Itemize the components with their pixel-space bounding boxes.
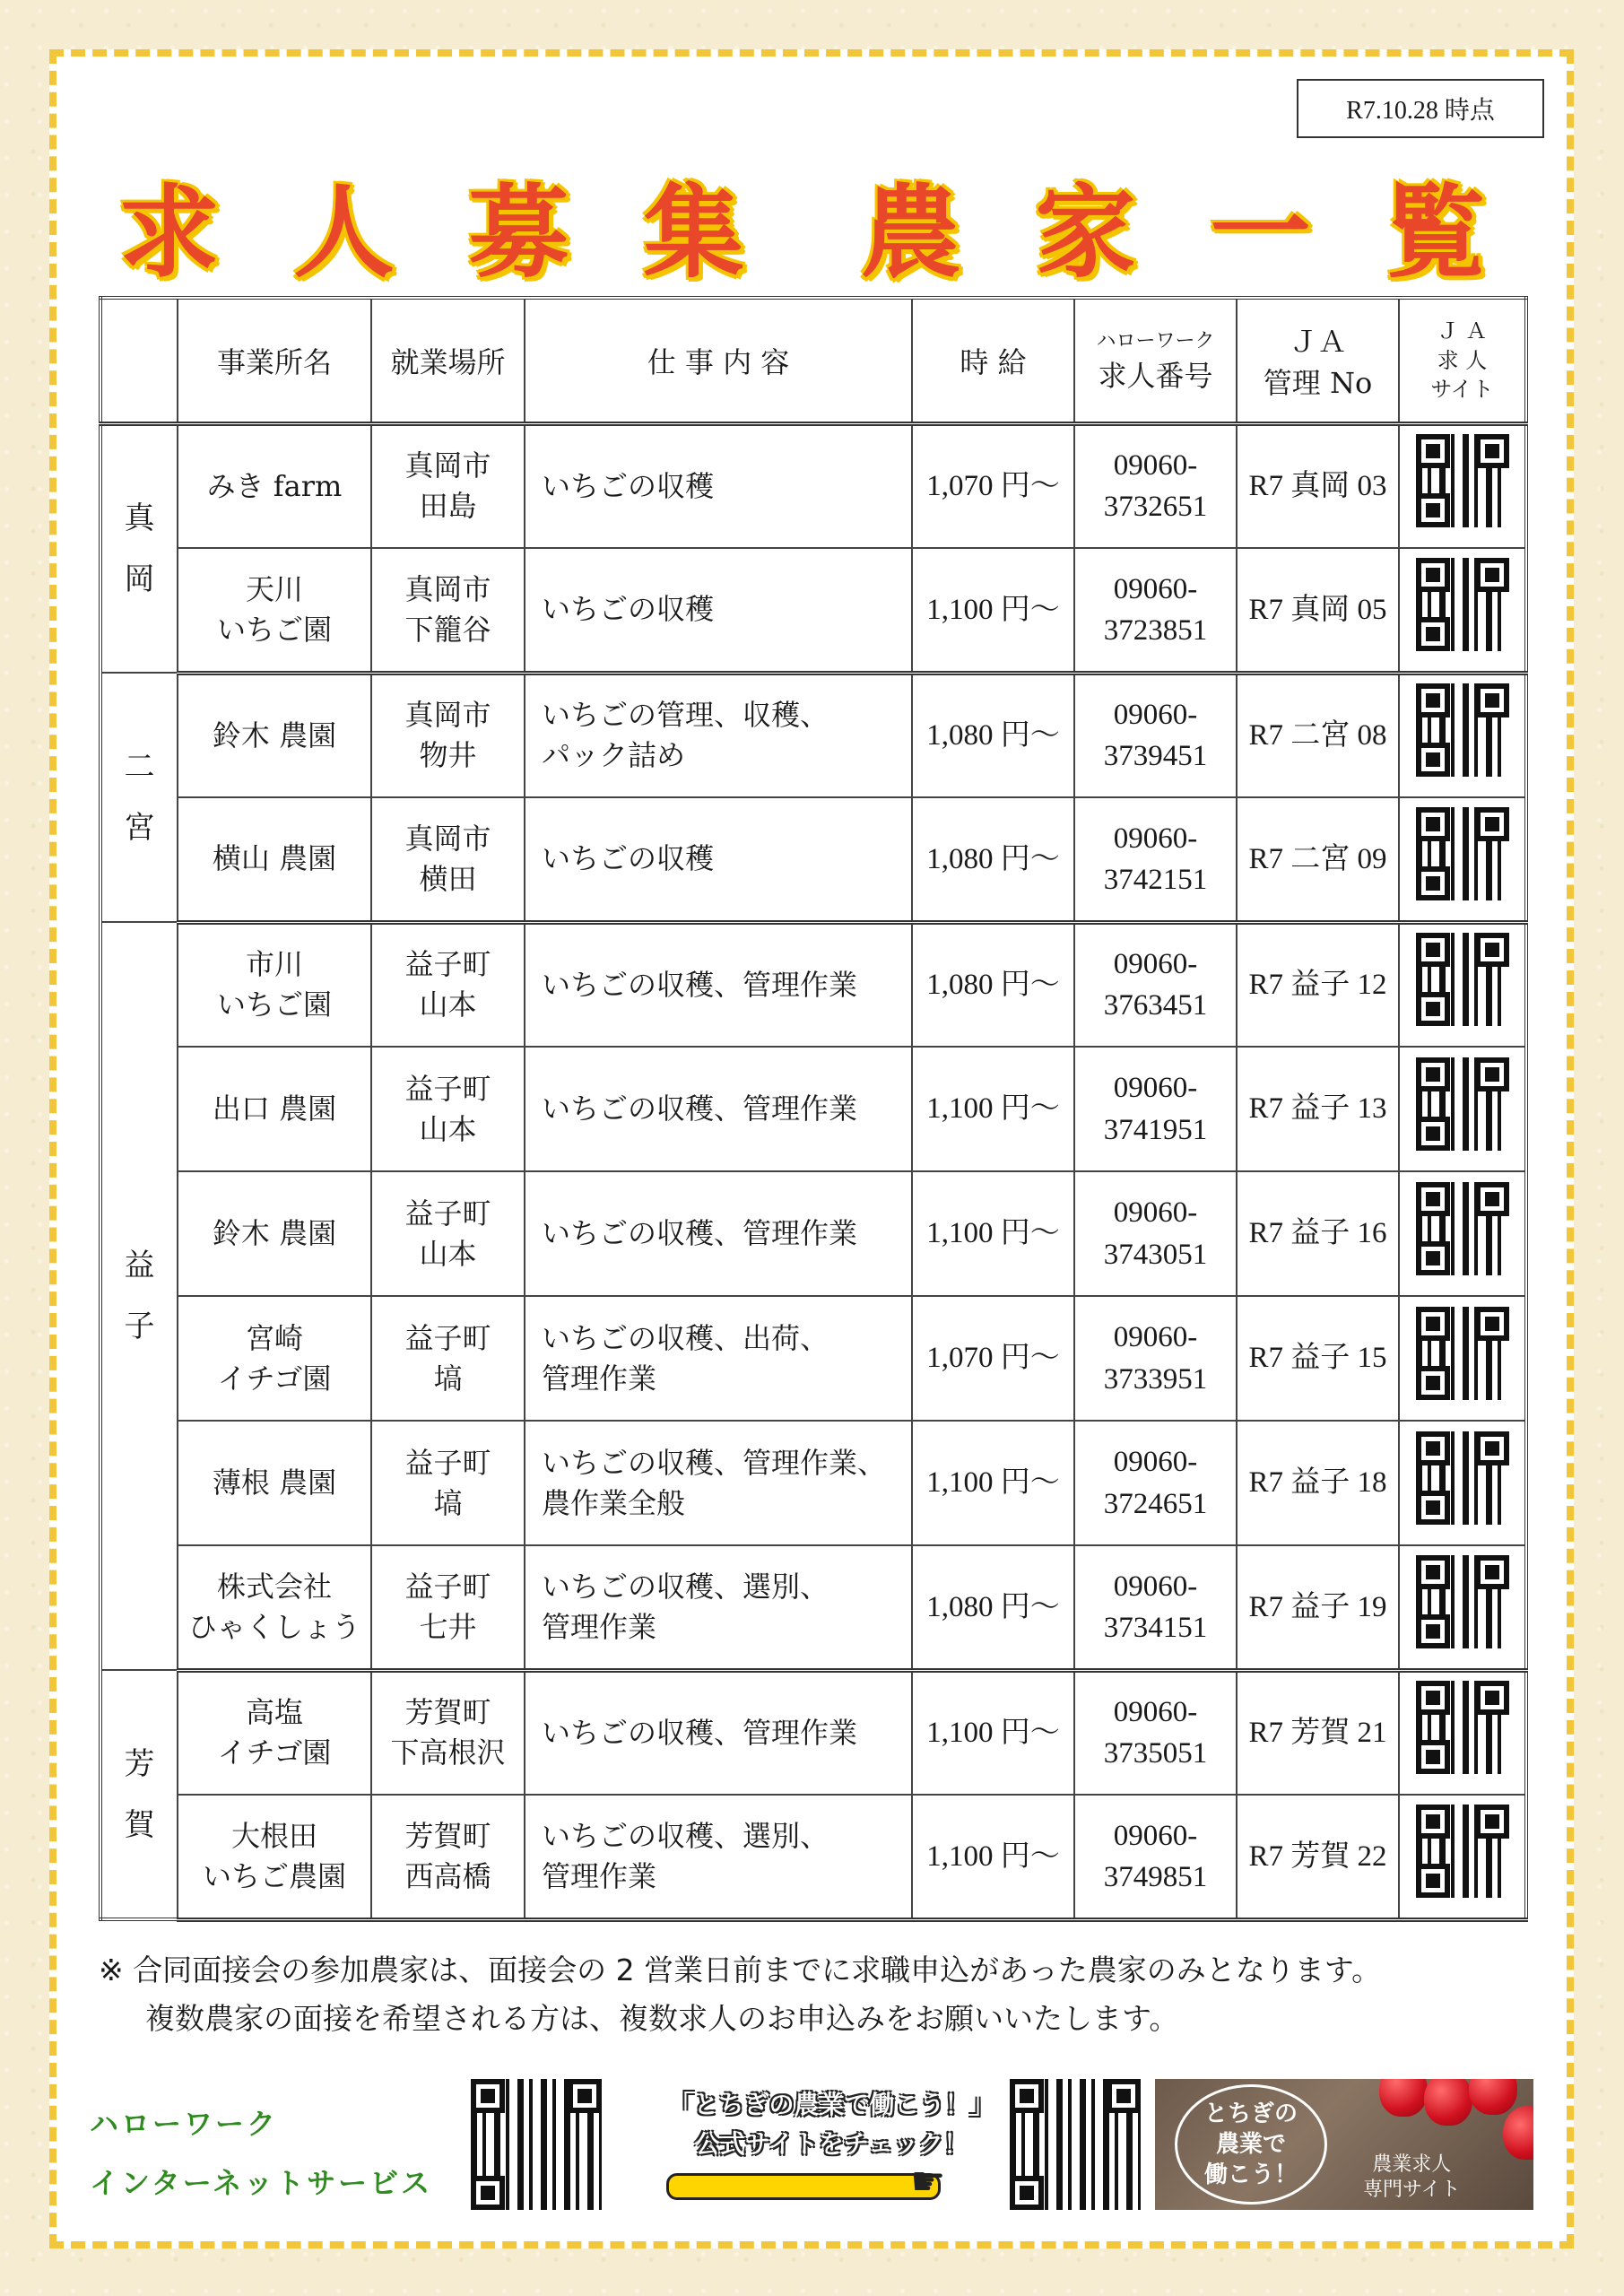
header-hw-line1: ハローワーク <box>1096 330 1215 353</box>
farm-name-line: 株式会社 <box>216 1569 332 1604</box>
work-content <box>525 1795 912 1919</box>
ja-management-no: R7 二宮 08 <box>1237 673 1399 797</box>
hourly-wage: 1,080 円〜 <box>912 797 1074 922</box>
farm-name <box>178 548 371 673</box>
qr-code-icon[interactable] <box>1416 1805 1509 1898</box>
hourly-wage: 1,100 円〜 <box>912 1670 1074 1795</box>
work-content-line: 農作業全般 <box>542 1485 686 1520</box>
work-place <box>371 423 525 548</box>
official-site-qr-code[interactable] <box>1010 2079 1141 2210</box>
header-hw-line2: 求人番号 <box>1098 359 1213 394</box>
ja-site-qr-cell[interactable] <box>1399 1545 1526 1670</box>
table-row <box>100 423 1526 548</box>
work-content <box>525 1296 912 1421</box>
photo-circle-line1: とちぎの <box>1203 2100 1298 2127</box>
qr-code-icon[interactable] <box>1416 933 1509 1026</box>
ja-site-qr-cell[interactable] <box>1399 1795 1526 1919</box>
work-place <box>371 922 525 1047</box>
hellowork-number-line: 3749851 <box>1103 1860 1208 1893</box>
strawberry-image <box>1469 2079 1517 2115</box>
farm-name-line: 高塩 <box>245 1695 303 1730</box>
hellowork-number-line: 3741951 <box>1103 1113 1208 1146</box>
qr-code-icon[interactable] <box>1416 1681 1509 1774</box>
area-char: 二 <box>124 749 155 785</box>
table-header-row <box>100 298 1526 423</box>
ja-management-no: R7 益子 18 <box>1237 1421 1399 1545</box>
work-place-line: 真岡市 <box>404 571 491 606</box>
work-content-line: いちごの収穫、管理作業 <box>542 1715 858 1750</box>
work-content-line: いちごの収穫、出荷、 <box>542 1320 829 1355</box>
farm-name-line: いちご園 <box>216 612 332 647</box>
banner-line1: 「とちぎの農業で働こう！」 <box>668 2090 995 2119</box>
area-char: 宮 <box>124 810 155 846</box>
work-place <box>371 1795 525 1919</box>
header-work: 仕 事 内 容 <box>525 298 912 423</box>
work-place-line: 七井 <box>419 1609 477 1644</box>
ja-management-no: R7 芳賀 21 <box>1237 1670 1399 1795</box>
qr-code-icon[interactable] <box>1416 558 1509 651</box>
area-char: 真 <box>124 500 155 536</box>
hellowork-number-line: 3734151 <box>1103 1611 1208 1644</box>
work-content-line: いちごの管理、収穫、 <box>542 698 829 733</box>
area-char: 芳 <box>124 1745 155 1782</box>
title-part2: 農 家 一 覧 <box>860 174 1506 291</box>
farm-name-line: 鈴木 農園 <box>212 718 337 752</box>
qr-code-icon[interactable] <box>1416 807 1509 900</box>
farm-name <box>178 1670 371 1795</box>
hourly-wage: 1,100 円〜 <box>912 1421 1074 1545</box>
hellowork-line2: インターネットサービス <box>90 2166 433 2200</box>
table-row <box>100 1421 1526 1545</box>
work-content <box>525 548 912 673</box>
ja-site-qr-cell[interactable] <box>1399 673 1526 797</box>
hellowork-number-line: 09060- <box>1113 1446 1198 1479</box>
hellowork-number <box>1074 1047 1237 1171</box>
hellowork-number-line: 3732651 <box>1103 491 1208 524</box>
hellowork-number <box>1074 1670 1237 1795</box>
hourly-wage: 1,080 円〜 <box>912 673 1074 797</box>
hellowork-number-line: 3735051 <box>1103 1737 1208 1770</box>
ja-site-qr-cell[interactable] <box>1399 1171 1526 1296</box>
header-wage: 時 給 <box>912 298 1074 423</box>
hellowork-number-line: 09060- <box>1113 1196 1198 1230</box>
work-place-line: 下籠谷 <box>404 612 491 647</box>
header-site-line1: Ｊ Ａ <box>1437 318 1488 344</box>
area-cell <box>100 423 178 673</box>
work-content-line: パック詰め <box>542 738 686 773</box>
hellowork-number-line: 3739451 <box>1103 740 1208 773</box>
ja-management-no: R7 益子 15 <box>1237 1296 1399 1421</box>
ja-management-no: R7 益子 19 <box>1237 1545 1399 1670</box>
hellowork-line1: ハローワーク <box>90 2107 279 2141</box>
table-row <box>100 922 1526 1047</box>
work-place-line: 益子町 <box>404 1445 491 1480</box>
strawberry-image <box>1379 2079 1428 2117</box>
area-cell <box>100 673 178 922</box>
note-line1: ※ 合同面接会の参加農家は、面接会の 2 営業日前までに求職申込があった農家のみとなります。 <box>99 1952 1382 1987</box>
work-content-line: いちごの収穫、管理作業 <box>542 1091 858 1126</box>
photo-circle-line3: 働こう！ <box>1203 2161 1298 2188</box>
hourly-wage: 1,070 円〜 <box>912 423 1074 548</box>
work-place <box>371 1296 525 1421</box>
hellowork-internet-label[interactable] <box>90 2094 432 2213</box>
hellowork-number-line: 09060- <box>1113 822 1198 855</box>
work-place-line: 真岡市 <box>404 448 491 483</box>
title-part1: 求 人 募 集 <box>118 174 764 291</box>
work-place-line: 真岡市 <box>404 698 491 733</box>
work-content-line: いちごの収穫 <box>542 592 715 627</box>
area-char: 子 <box>124 1309 155 1344</box>
ja-site-qr-cell[interactable] <box>1399 1670 1526 1795</box>
work-content <box>525 673 912 797</box>
work-content-line: いちごの収穫、管理作業、 <box>542 1445 887 1480</box>
ja-management-no: R7 芳賀 22 <box>1237 1795 1399 1919</box>
work-content-line: 管理作業 <box>542 1609 657 1644</box>
ja-management-no: R7 益子 13 <box>1237 1047 1399 1171</box>
qr-code-icon[interactable] <box>1416 683 1509 777</box>
farm-name <box>178 797 371 922</box>
farm-name-line: いちご農園 <box>202 1858 346 1893</box>
farm-name-line: イチゴ園 <box>217 1735 332 1770</box>
photo-circle-text <box>1175 2084 1327 2205</box>
work-content-line: いちごの収穫 <box>542 841 715 876</box>
farm-name <box>178 1296 371 1421</box>
work-place-line: 山本 <box>419 1111 477 1146</box>
strawberry-job-site-banner[interactable] <box>1155 2079 1533 2210</box>
header-site-line3: サイト <box>1430 376 1494 402</box>
banner-bar <box>666 2173 941 2200</box>
work-place-line: 物井 <box>419 738 477 773</box>
work-place-line: 益子町 <box>404 1071 491 1106</box>
hellowork-number <box>1074 423 1237 548</box>
work-content-line: 管理作業 <box>542 1858 657 1893</box>
pointing-hand-icon: ☛ <box>910 2159 946 2205</box>
hellowork-number-line: 3743051 <box>1103 1238 1208 1271</box>
farm-name-line: 天川 <box>245 571 303 606</box>
ja-management-no: R7 二宮 09 <box>1237 797 1399 922</box>
hellowork-number-line: 09060- <box>1113 1570 1198 1603</box>
hellowork-number <box>1074 922 1237 1047</box>
hellowork-number-line: 09060- <box>1113 1321 1198 1354</box>
note <box>99 1946 1533 2043</box>
work-place-line: 横田 <box>419 861 477 896</box>
work-content <box>525 1545 912 1670</box>
ja-site-qr-cell[interactable] <box>1399 1296 1526 1421</box>
work-content <box>525 797 912 922</box>
area-char: 賀 <box>124 1806 155 1843</box>
farm-name-line: ひゃくしょう <box>187 1609 360 1644</box>
table-row <box>100 1171 1526 1296</box>
work-content-line: いちごの収穫 <box>542 468 715 503</box>
work-content-line: いちごの収穫、選別、 <box>542 1569 829 1604</box>
header-ja <box>1237 298 1399 423</box>
note-line2: 複数農家の面接を希望される方は、複数求人のお申込みをお願いいたします。 <box>145 2001 1179 2036</box>
ja-site-qr-cell[interactable] <box>1399 797 1526 922</box>
hellowork-number <box>1074 1171 1237 1296</box>
hellowork-number-line: 3723851 <box>1103 613 1208 647</box>
header-name: 事業所名 <box>178 298 371 423</box>
qr-code-icon[interactable] <box>1416 434 1509 527</box>
farm-name <box>178 922 371 1047</box>
work-place-line: 益子町 <box>404 1320 491 1355</box>
work-place <box>371 1171 525 1296</box>
work-content <box>525 1171 912 1296</box>
hourly-wage: 1,100 円〜 <box>912 1047 1074 1171</box>
work-content <box>525 423 912 548</box>
work-place-line: 西高橋 <box>404 1858 491 1893</box>
table-row <box>100 1545 1526 1670</box>
header-ja-line1: ＪＡ <box>1289 324 1347 359</box>
work-content <box>525 922 912 1047</box>
work-place <box>371 673 525 797</box>
table-row <box>100 673 1526 797</box>
ja-site-qr-cell[interactable] <box>1399 1047 1526 1171</box>
farm-name <box>178 1545 371 1670</box>
hellowork-number-line: 09060- <box>1113 1696 1198 1729</box>
hourly-wage: 1,100 円〜 <box>912 1171 1074 1296</box>
table-row <box>100 1670 1526 1795</box>
area-cell <box>100 922 178 1670</box>
work-place-line: 下高根沢 <box>390 1735 506 1770</box>
work-content <box>525 1670 912 1795</box>
ja-site-qr-cell[interactable] <box>1399 548 1526 673</box>
ja-management-no: R7 真岡 05 <box>1237 548 1399 673</box>
work-place-line: 真岡市 <box>404 821 491 856</box>
farm-name-line: 市川 <box>245 947 303 982</box>
farm-name <box>178 1795 371 1919</box>
work-content-line: 管理作業 <box>542 1361 657 1396</box>
hellowork-number-line: 09060- <box>1113 1072 1198 1105</box>
hourly-wage: 1,100 円〜 <box>912 1795 1074 1919</box>
work-place <box>371 1545 525 1670</box>
hellowork-number-line: 3724651 <box>1103 1487 1208 1520</box>
qr-code-icon[interactable] <box>1416 1431 1509 1525</box>
table-row <box>100 1047 1526 1171</box>
area-cell <box>100 1670 178 1919</box>
work-place-line: 益子町 <box>404 1196 491 1231</box>
photo-circle-line2: 農業で <box>1215 2131 1286 2158</box>
work-place-line: 山本 <box>419 987 477 1022</box>
work-place-line: 芳賀町 <box>404 1818 491 1853</box>
hourly-wage: 1,080 円〜 <box>912 1545 1074 1670</box>
table-row <box>100 548 1526 673</box>
hourly-wage: 1,080 円〜 <box>912 922 1074 1047</box>
work-place-line: 益子町 <box>404 1569 491 1604</box>
work-place <box>371 548 525 673</box>
jobs-table <box>99 296 1528 1922</box>
hellowork-number <box>1074 1795 1237 1919</box>
farm-name <box>178 1421 371 1545</box>
qr-code-icon[interactable] <box>1416 1182 1509 1275</box>
strawberry-image <box>1424 2079 1472 2126</box>
work-place-line: 山本 <box>419 1236 477 1271</box>
work-place <box>371 797 525 922</box>
header-ja-line2: 管理 No <box>1263 365 1373 400</box>
hellowork-number-line: 3742151 <box>1103 863 1208 896</box>
table-row <box>100 1795 1526 1919</box>
work-place <box>371 1421 525 1545</box>
farm-name-line: 鈴木 農園 <box>212 1216 337 1251</box>
header-place: 就業場所 <box>371 298 525 423</box>
farm-name <box>178 423 371 548</box>
farm-name <box>178 1047 371 1171</box>
hellowork-number-line: 09060- <box>1113 449 1198 483</box>
hellowork-number <box>1074 673 1237 797</box>
banner-line2: 公式サイトをチェック！ <box>694 2129 969 2159</box>
hellowork-number <box>1074 1296 1237 1421</box>
ja-site-qr-cell[interactable] <box>1399 1421 1526 1545</box>
hourly-wage: 1,100 円〜 <box>912 548 1074 673</box>
hellowork-number-line: 09060- <box>1113 1819 1198 1852</box>
date-label: R7.10.28 時点 <box>1297 79 1544 138</box>
area-char: 岡 <box>124 561 155 597</box>
header-site <box>1399 298 1526 423</box>
photo-sub-text <box>1363 2152 1460 2203</box>
work-content <box>525 1421 912 1545</box>
hellowork-number <box>1074 1421 1237 1545</box>
work-content <box>525 1047 912 1171</box>
farm-name-line: いちご園 <box>216 987 332 1022</box>
hellowork-number <box>1074 548 1237 673</box>
work-place-line: 益子町 <box>404 947 491 982</box>
farm-name <box>178 673 371 797</box>
work-place <box>371 1670 525 1795</box>
work-content-line: いちごの収穫、管理作業 <box>542 1216 858 1251</box>
ja-site-qr-cell[interactable] <box>1399 423 1526 548</box>
hellowork-number <box>1074 1545 1237 1670</box>
ja-site-qr-cell[interactable] <box>1399 922 1526 1047</box>
ja-management-no: R7 益子 16 <box>1237 1171 1399 1296</box>
farm-name-line: 出口 農園 <box>212 1091 337 1126</box>
qr-code-icon[interactable] <box>1416 1555 1509 1648</box>
ja-management-no: R7 益子 12 <box>1237 922 1399 1047</box>
hellowork-number-line: 3733951 <box>1103 1362 1208 1396</box>
hellowork-number-line: 3763451 <box>1103 989 1208 1022</box>
strawberry-image <box>1503 2106 1533 2160</box>
work-place <box>371 1047 525 1171</box>
hourly-wage: 1,070 円〜 <box>912 1296 1074 1421</box>
farm-name-line: みき farm <box>206 468 343 503</box>
area-char: 益 <box>124 1248 155 1283</box>
work-place-line: 田島 <box>419 489 477 524</box>
table-row <box>100 797 1526 922</box>
work-content-line: いちごの収穫、管理作業 <box>542 967 858 1002</box>
photo-sub-line2: 専門サイト <box>1363 2179 1461 2201</box>
work-place-line: 塙 <box>433 1361 463 1396</box>
header-area <box>100 298 178 423</box>
farm-name-line: 薄根 農園 <box>212 1465 337 1500</box>
hellowork-number-line: 09060- <box>1113 948 1198 981</box>
farm-name-line: 横山 農園 <box>212 841 337 876</box>
photo-sub-line1: 農業求人 <box>1372 2153 1452 2176</box>
qr-code-icon[interactable] <box>1416 1307 1509 1400</box>
page-title <box>0 161 1624 291</box>
hellowork-number <box>1074 797 1237 922</box>
work-place-line: 塙 <box>433 1485 463 1520</box>
farm-name-line: イチゴ園 <box>217 1361 332 1396</box>
hellowork-number-line: 09060- <box>1113 699 1198 732</box>
work-content-line: いちごの収穫、選別、 <box>542 1818 829 1853</box>
qr-code-icon[interactable] <box>1416 1057 1509 1151</box>
farm-name-line: 大根田 <box>230 1818 317 1853</box>
header-site-line2: 求 人 <box>1437 347 1488 373</box>
work-place-line: 芳賀町 <box>404 1695 491 1730</box>
official-site-banner[interactable] <box>659 2085 1004 2205</box>
ja-management-no: R7 真岡 03 <box>1237 423 1399 548</box>
farm-name-line: 宮崎 <box>245 1320 303 1355</box>
farm-name <box>178 1171 371 1296</box>
hellowork-qr-code[interactable] <box>471 2079 602 2210</box>
table-row <box>100 1296 1526 1421</box>
hellowork-number-line: 09060- <box>1113 572 1198 605</box>
header-hw <box>1074 298 1237 423</box>
